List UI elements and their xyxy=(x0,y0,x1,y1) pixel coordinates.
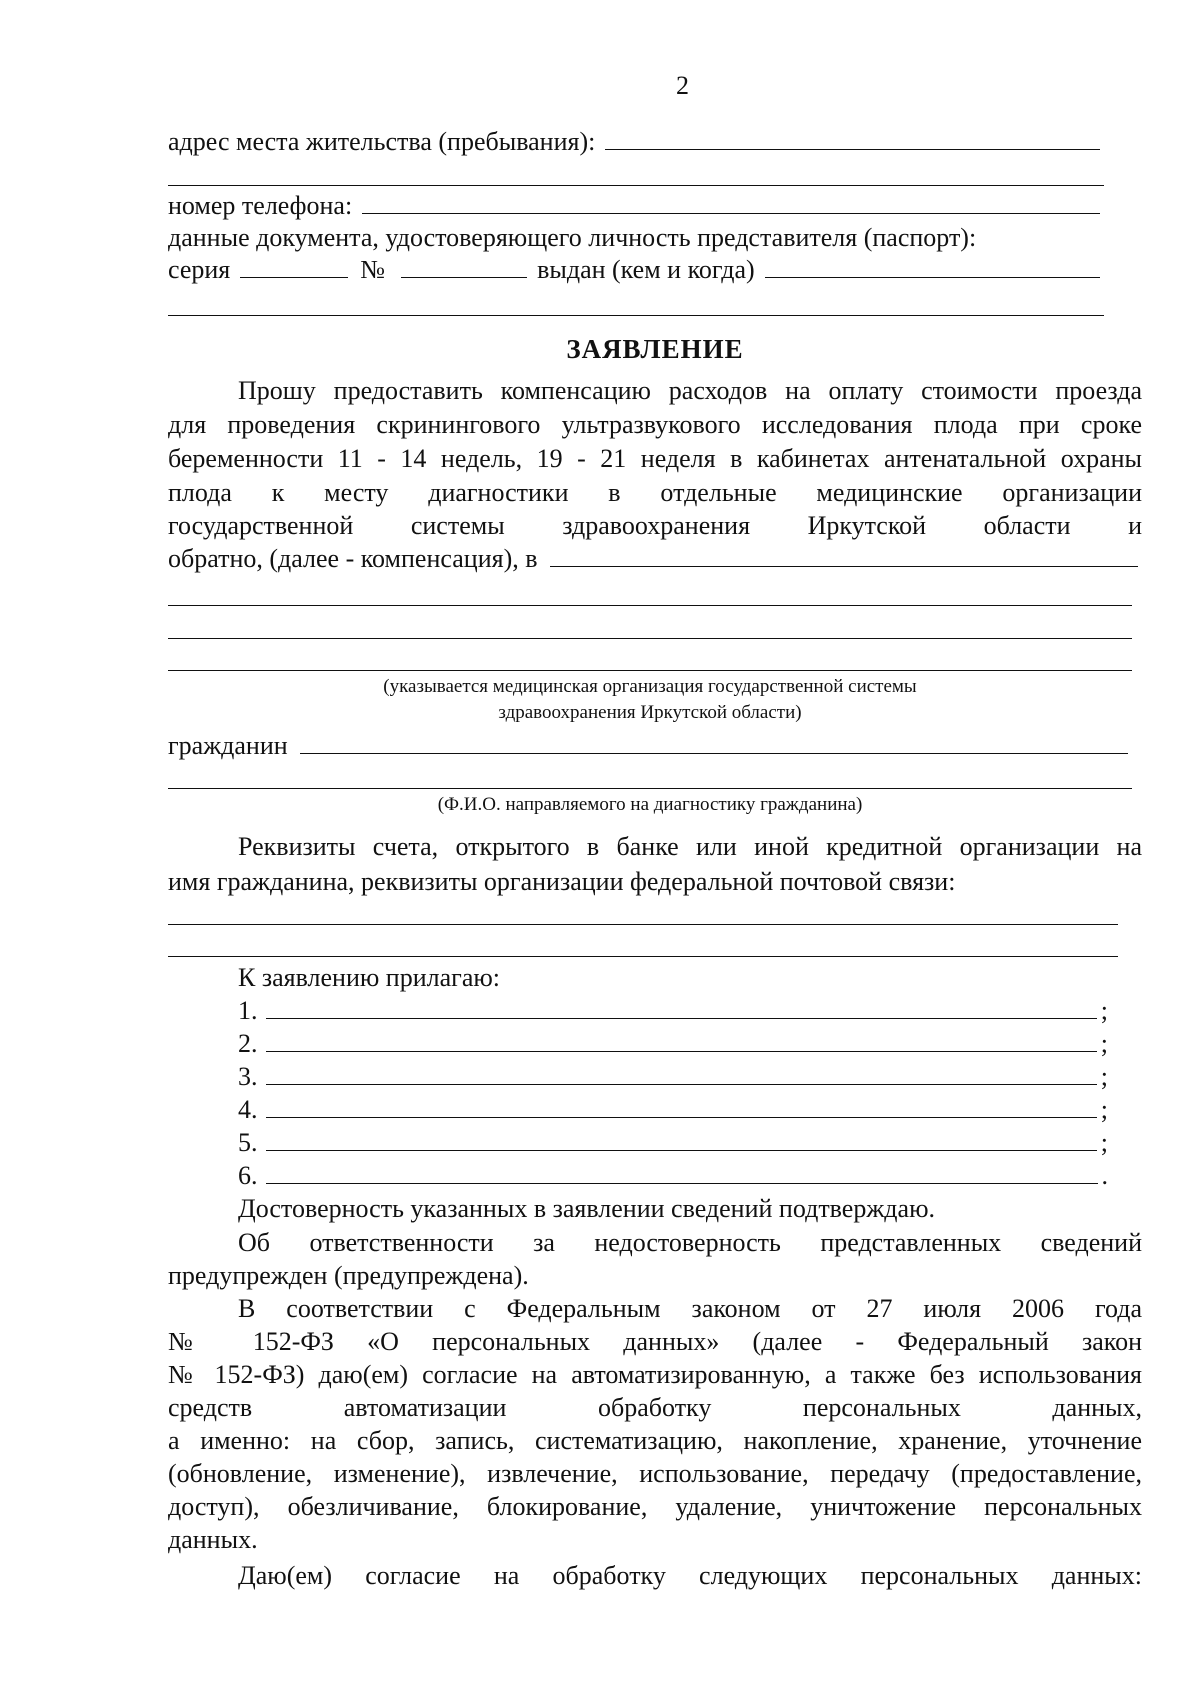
attachment-end: ; xyxy=(1100,1029,1108,1058)
attachment-end: ; xyxy=(1100,1095,1108,1124)
attachment-number: 2. xyxy=(238,1029,258,1058)
request-line-2: для проведения скринингового ультразвукового исследования плода при сроке xyxy=(168,410,1142,439)
attachment-field[interactable] xyxy=(266,1161,1098,1184)
bank-line-2: имя гражданина, реквизиты организации федеральной почтовой связи: xyxy=(168,867,956,896)
address-field-continuation[interactable] xyxy=(168,185,1104,186)
medical-org-hint-2: здравоохранения Иркутской области) xyxy=(498,702,802,723)
consent-line-3: № 152-ФЗ) даю(ем) согласие на автоматизированную, а также без использования xyxy=(168,1360,1142,1389)
request-line-6-text: обратно, (далее - компенсация), в xyxy=(168,544,538,573)
series-label: серия xyxy=(168,255,231,284)
citizen-row xyxy=(168,730,1132,762)
attachment-end: ; xyxy=(1100,996,1108,1025)
number-label: № xyxy=(360,255,386,284)
consent-line-5: а именно: на сбор, запись, систематизацию, накопление, хранение, уточнение xyxy=(168,1426,1142,1455)
request-line-1: Прошу предоставить компенсацию расходов на оплату стоимости проезда xyxy=(238,376,1142,405)
issued-field-continuation[interactable] xyxy=(168,315,1104,316)
consent-line-7: доступ), обезличивание, блокирование, удаление, уничтожение персональных xyxy=(168,1492,1142,1521)
attachment-field[interactable] xyxy=(266,1128,1097,1151)
attachment-number: 3. xyxy=(238,1062,258,1091)
document-title: ЗАЯВЛЕНИЕ xyxy=(566,334,744,364)
bank-line-1: Реквизиты счета, открытого в банке или иной кредитной организации на xyxy=(238,832,1142,861)
address-field[interactable] xyxy=(605,127,1100,150)
attachment-item xyxy=(238,1094,1108,1126)
medical-org-field[interactable] xyxy=(550,544,1139,567)
attachment-item xyxy=(238,1061,1108,1093)
citizen-hint: (Ф.И.О. направляемого на диагностику гражданина) xyxy=(437,794,863,815)
request-line-5: государственной системы здравоохранения Иркутской области и xyxy=(168,511,1142,540)
attachment-end: ; xyxy=(1100,1062,1108,1091)
consent-line-8: данных. xyxy=(168,1525,258,1554)
attachment-item xyxy=(238,1028,1108,1060)
attachment-field[interactable] xyxy=(266,996,1097,1019)
number-field[interactable] xyxy=(401,255,527,278)
bank-details-field-1[interactable] xyxy=(168,924,1118,925)
phone-row xyxy=(168,190,1104,222)
request-line-4: плода к месту диагностики в отдельные медицинские организации xyxy=(168,478,1142,507)
attachment-field[interactable] xyxy=(266,1062,1097,1085)
responsibility-line-2: предупрежден (предупреждена). xyxy=(168,1261,529,1290)
consent-line-9: Даю(ем) согласие на обработку следующих персональных данных: xyxy=(238,1561,1142,1590)
citizen-name-field-continuation[interactable] xyxy=(168,788,1132,789)
bank-details-field-2[interactable] xyxy=(168,956,1118,957)
medical-org-field-line-4[interactable] xyxy=(168,670,1132,671)
attachment-number: 1. xyxy=(238,996,258,1025)
attachment-field[interactable] xyxy=(266,1095,1097,1118)
passport-row xyxy=(168,254,1104,286)
phone-field[interactable] xyxy=(362,191,1100,214)
attachment-number: 4. xyxy=(238,1095,258,1124)
consent-line-4: средств автоматизации обработку персональных данных, xyxy=(168,1393,1142,1422)
citizen-name-field[interactable] xyxy=(300,731,1128,754)
attachment-number: 6. xyxy=(238,1161,258,1190)
issued-label: выдан (кем и когда) xyxy=(537,255,755,284)
attachment-item xyxy=(238,1127,1108,1159)
consent-line-2: № 152-ФЗ «О персональных данных» (далее - Федеральный закон xyxy=(168,1327,1142,1356)
attachment-field[interactable] xyxy=(266,1029,1097,1052)
request-line-3: беременности 11 - 14 недель, 19 - 21 неделя в кабинетах антенатальной охраны xyxy=(168,444,1142,473)
attachment-item xyxy=(238,995,1108,1027)
responsibility-line-1: Об ответственности за недостоверность представленных сведений xyxy=(238,1228,1142,1257)
medical-org-hint-1: (указывается медицинская организация государственной системы xyxy=(383,676,917,697)
consent-line-1: В соответствии с Федеральным законом от 27 июля 2006 года xyxy=(238,1294,1142,1323)
citizen-label: гражданин xyxy=(168,731,288,760)
attachment-end: . xyxy=(1101,1161,1108,1190)
confirm-line: Достоверность указанных в заявлении сведений подтверждаю. xyxy=(238,1194,935,1223)
issued-field[interactable] xyxy=(765,255,1100,278)
medical-org-field-line-2[interactable] xyxy=(168,605,1132,606)
attachment-end: ; xyxy=(1100,1128,1108,1157)
address-label: адрес места жительства (пребывания): xyxy=(168,127,596,156)
series-field[interactable] xyxy=(240,255,348,278)
attachments-label: К заявлению прилагаю: xyxy=(238,963,501,992)
consent-line-6: (обновление, изменение), извлечение, использование, передачу (предоставление, xyxy=(168,1459,1142,1488)
request-line-6 xyxy=(168,543,1142,575)
medical-org-field-line-3[interactable] xyxy=(168,638,1132,639)
page-number: 2 xyxy=(676,71,689,100)
attachment-item xyxy=(238,1160,1108,1192)
address-row xyxy=(168,126,1104,158)
id-document-label: данные документа, удостоверяющего личность представителя (паспорт): xyxy=(168,223,977,252)
attachment-number: 5. xyxy=(238,1128,258,1157)
phone-label: номер телефона: xyxy=(168,191,353,220)
